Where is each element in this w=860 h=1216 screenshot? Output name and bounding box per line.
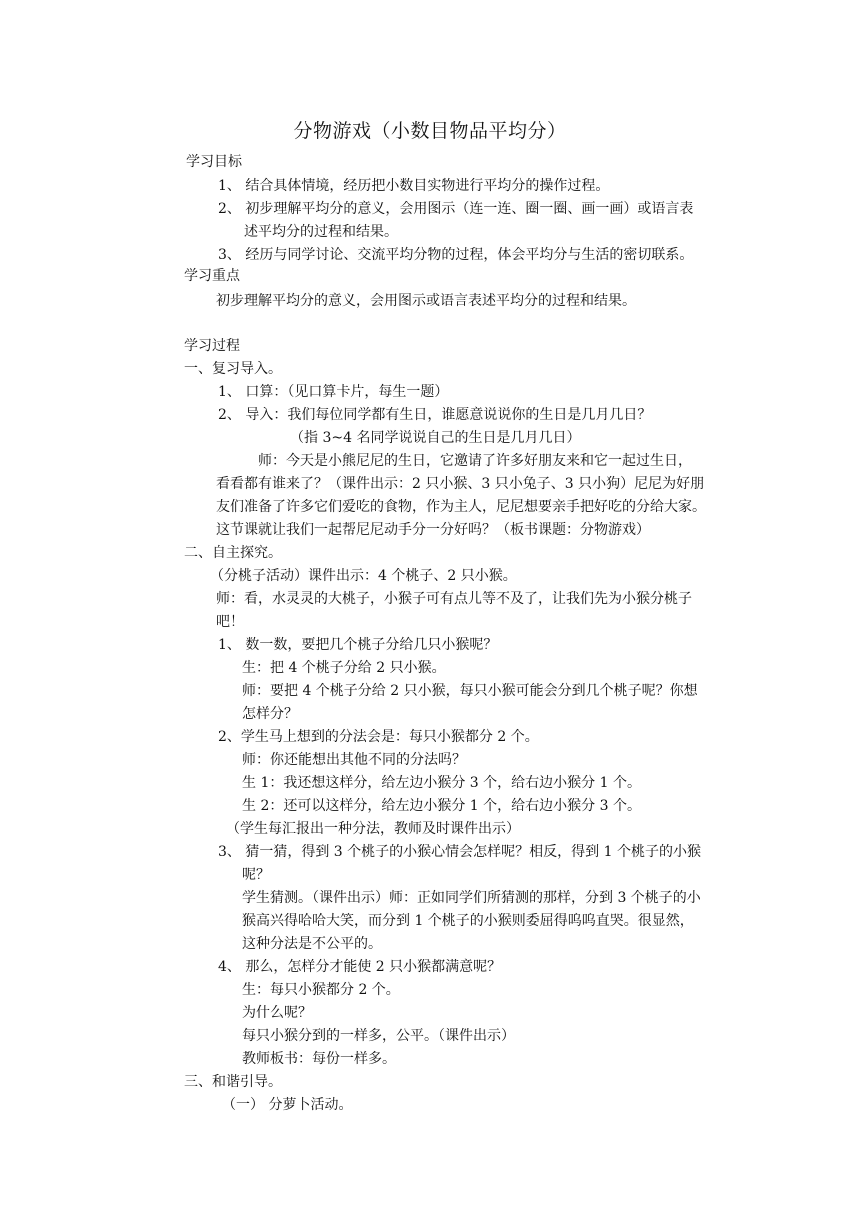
section-heading-key-points: 学习重点 bbox=[184, 268, 240, 284]
why-question: 为什么呢？ bbox=[242, 1005, 312, 1021]
key-point-text: 初步理解平均分的意义，会用图示或语言表述平均分的过程和结果。 bbox=[216, 293, 636, 309]
teacher-paragraph-line-4: 这节课就让我们一起帮尼尼动手分一分好吗？（板书课题：分物游戏） bbox=[216, 522, 650, 538]
step-4-question: 4、 那么，怎样分才能使 2 只小猴都满意呢？ bbox=[218, 959, 502, 975]
student-answer-1: 生：把 4 个桃子分给 2 只小猴。 bbox=[242, 660, 446, 676]
step-1-oral-calc: 1、 口算：（见口算卡片，每生一题） bbox=[218, 384, 449, 400]
part-1-heading: 一、复习导入。 bbox=[184, 361, 282, 377]
part-2-heading: 二、自主探究。 bbox=[184, 545, 282, 561]
student-guess-line-3: 这种分法是不公平的。 bbox=[242, 936, 382, 952]
student-guess-line-2: 猴高兴得哈哈大笑，而分到 1 个桃子的小猴则委屈得呜呜直哭。很显然， bbox=[242, 913, 694, 929]
goal-item-2-continued: 述平均分的过程和结果。 bbox=[244, 224, 398, 240]
step-3-guess: 3、 猜一猜，得到 3 个桃子的小猴心情会怎样呢？相反，得到 1 个桃子的小猴 bbox=[218, 844, 701, 860]
student-2-answer: 生 2：还可以这样分，给左边小猴分 1 个，给右边小猴分 3 个。 bbox=[242, 798, 641, 814]
teacher-question-1: 师：要把 4 个桃子分给 2 只小猴，每只小猴可能会分到几个桃子呢？你想 bbox=[242, 683, 698, 699]
step-3-guess-continued: 呢？ bbox=[242, 867, 270, 883]
part-3-heading: 三、和谐引导。 bbox=[184, 1074, 282, 1090]
goal-item-1: 1、 结合具体情境，经历把小数目实物进行平均分的操作过程。 bbox=[218, 178, 610, 194]
teacher-question-1-continued: 怎样分？ bbox=[242, 706, 298, 722]
blackboard-note: 教师板书：每份一样多。 bbox=[242, 1051, 396, 1067]
teacher-paragraph-line-2: 看看都有谁来了？（课件出示：2 只小猴、3 只小兔子、3 只小狗）尼尼为好朋 bbox=[216, 476, 705, 492]
step-2-students: 2、学生马上想到的分法会是：每只小猴都分 2 个。 bbox=[218, 729, 539, 745]
section-heading-process: 学习过程 bbox=[184, 338, 240, 354]
goal-item-2: 2、 初步理解平均分的意义，会用图示（连一连、圈一圈、画一画）或语言表 bbox=[218, 201, 694, 217]
teacher-paragraph-line-3: 友们准备了许多它们爱吃的食物，作为主人，尼尼想要亲手把好吃的分给大家。 bbox=[216, 499, 706, 515]
goal-item-3: 3、 经历与同学讨论、交流平均分物的过程，体会平均分与生活的密切联系。 bbox=[218, 247, 694, 263]
step-count: 1、 数一数，要把几个桃子分给几只小猴呢？ bbox=[218, 637, 498, 653]
fair-answer: 每只小猴分到的一样多，公平。（课件出示） bbox=[242, 1028, 515, 1044]
teacher-question-2: 师：你还能想出其他不同的分法吗？ bbox=[242, 752, 466, 768]
step-2-note: （指 3~4 名同学说说自己的生日是几月几日） bbox=[290, 430, 581, 446]
document-title: 分物游戏（小数目物品平均分） bbox=[293, 120, 567, 142]
student-1-answer: 生 1：我还想这样分，给左边小猴分 3 个，给右边小猴分 1 个。 bbox=[242, 775, 641, 791]
section-heading-learning-goals: 学习目标 bbox=[186, 154, 242, 170]
student-answer-2: 生：每只小猴都分 2 个。 bbox=[242, 982, 400, 998]
teacher-line-peaches: 师：看，水灵灵的大桃子，小猴子可有点儿等不及了，让我们先为小猴分桃子 bbox=[216, 591, 692, 607]
teacher-line-peaches-continued: 吧！ bbox=[216, 614, 244, 630]
student-guess-line-1: 学生猜测。（课件出示）师：正如同学们所猜测的那样，分到 3 个桃子的小 bbox=[242, 890, 701, 906]
step-2-intro: 2、 导入：我们每位同学都有生日，谁愿意说说你的生日是几月几日？ bbox=[218, 407, 652, 423]
peach-activity: （分桃子活动）课件出示：4 个桃子、2 只小猴。 bbox=[210, 568, 517, 584]
courseware-note: （学生每汇报出一种分法，教师及时课件出示） bbox=[226, 821, 520, 837]
teacher-paragraph-line-1: 师：今天是小熊尼尼的生日，它邀请了许多好朋友来和它一起过生日， bbox=[258, 453, 692, 469]
radish-activity: （一） 分萝卜活动。 bbox=[222, 1097, 353, 1113]
